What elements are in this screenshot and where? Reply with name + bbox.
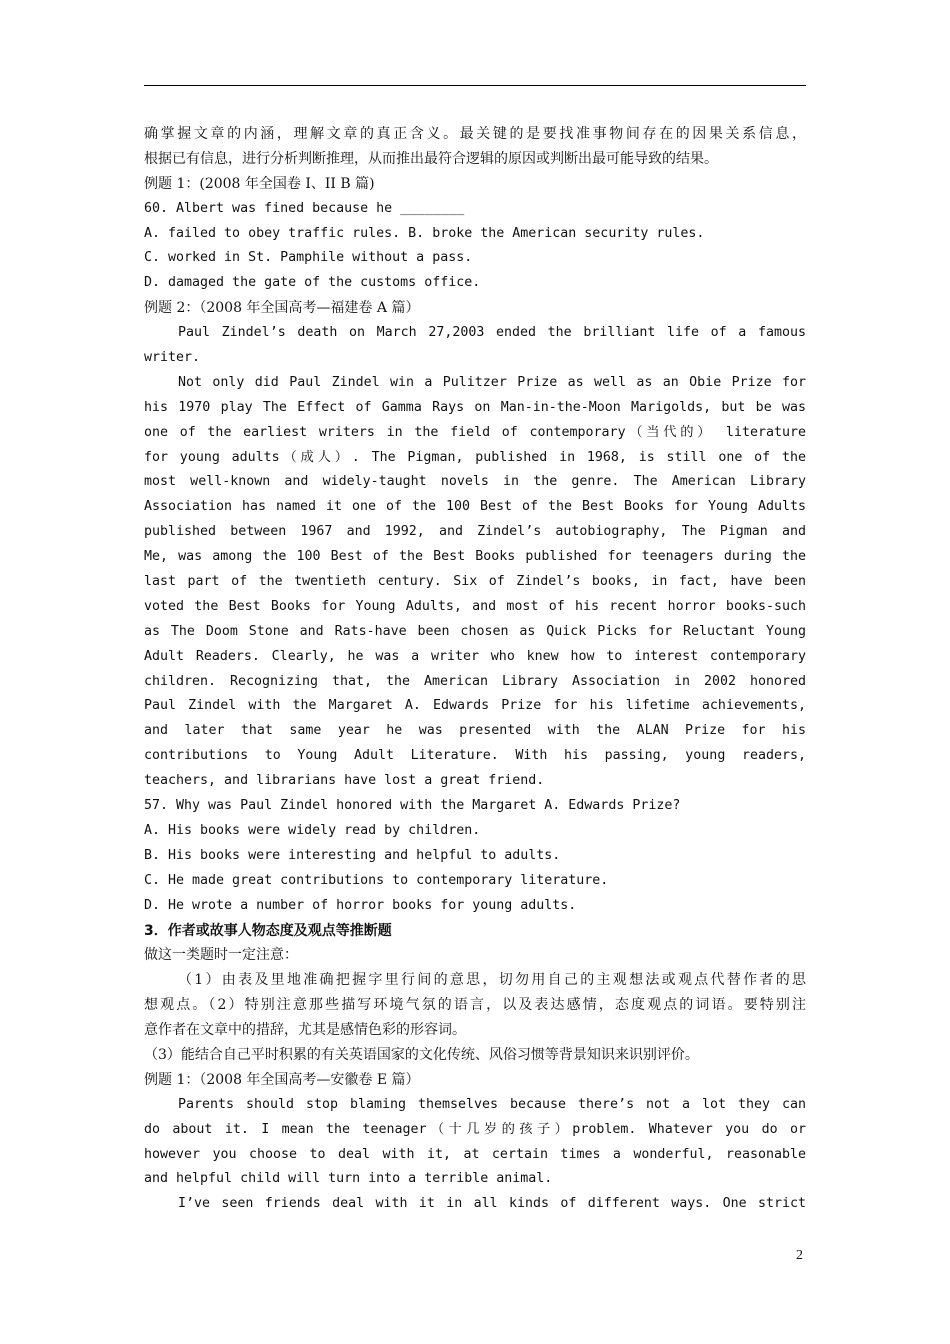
text-line: do about it. I mean the teenager（十几岁的孩子）problem. Whatever you do or (144, 1121, 806, 1137)
text-line: last part of the twentieth century. Six of Zindel’s books, in fact, have been (144, 574, 806, 590)
text-line: one of the earliest writers in the field of contemporary（当代的） literature (144, 424, 806, 440)
text-line: （1）由表及里地准确把握字里行间的意思，切勿用自己的主观想法或观点代替作者的思 (178, 972, 806, 989)
text-line: I’ve seen friends deal with it in all kinds of different ways. One strict (178, 1196, 806, 1212)
text-line: Me, was among the 100 Best of the Best Books published for teenagers during the (144, 549, 806, 565)
text-line: 确掌握文章的内涵，理解文章的真正含义。最关键的是要找准事物间存在的因果关系信息， (144, 126, 806, 142)
text-line: for young adults（成人）. The Pigman, published in 1968, is still one of the (144, 449, 806, 465)
text-line: （3）能结合自己平时积累的有关英语国家的文化传统、风俗习惯等背景知识来识别评价。 (144, 1046, 699, 1063)
document-body (144, 122, 806, 1217)
text-line: C. He made great contributions to contemporary literature. (144, 872, 609, 888)
text-line: A. His books were widely read by children. (144, 822, 481, 838)
text-line: 做这一类题时一定注意： (144, 947, 298, 964)
text-line: D. He wrote a number of horror books for young adults. (144, 897, 577, 913)
text-line: Paul Zindel with the Margaret A. Edwards Prize for his lifetime achievements, (144, 698, 806, 714)
text-line: C. worked in St. Pamphile without a pass. (144, 250, 473, 266)
text-line: 例题 1：(2008 年全国卷 I、II B 篇) (144, 175, 375, 192)
text-line: Adult Readers. Clearly, he was a writer who knew how to interest contemporary (144, 648, 806, 664)
text-line: 例题 2：（2008 年全国高考—福建卷 A 篇） (144, 300, 420, 317)
header-rule (144, 85, 806, 86)
text-line: and helpful child will turn into a terrible animal. (144, 1171, 553, 1187)
text-line: Not only did Paul Zindel win a Pulitzer Prize as well as an Obie Prize for (178, 374, 806, 390)
text-line: 意作者在文章中的措辞，尤其是感情色彩的形容词。 (144, 1022, 466, 1039)
text-line: writer. (144, 350, 201, 366)
text-line: teachers, and librarians have lost a great friend. (144, 773, 545, 789)
text-line: contributions to Young Adult Literature. With his passing, young readers, (144, 748, 806, 764)
text-line: 例题 1：（2008 年全国高考—安徽卷 E 篇） (144, 1071, 420, 1088)
text-line: Paul Zindel’s death on March 27,2003 ended the brilliant life of a famous (178, 325, 806, 341)
text-line: children. Recognizing that, the American Library Association in 2002 honored (144, 673, 806, 689)
text-line: however you choose to deal with it, at certain times a wonderful, reasonable (144, 1146, 806, 1162)
text-line: as The Doom Stone and Rats-have been chosen as Quick Picks for Reluctant Young (144, 623, 806, 639)
text-line: A. failed to obey traffic rules. B. broke the American security rules. (144, 225, 705, 241)
text-line: and later that same year he was presented with the ALAN Prize for his (144, 723, 806, 739)
text-line: published between 1967 and 1992, and Zindel’s autobiography, The Pigman and (144, 524, 806, 540)
text-line: his 1970 play The Effect of Gamma Rays on Man-in-the-Moon Marigolds, but be was (144, 399, 806, 415)
text-line: Parents should stop blaming themselves because there’s not a lot they can (178, 1096, 806, 1112)
text-line: voted the Best Books for Young Adults, and most of his recent horror books-such (144, 598, 806, 614)
text-line: B. His books were interesting and helpful to adults. (144, 847, 561, 863)
text-line: 想观点。（2）特别注意那些描写环境气氛的语言，以及表达感情，态度观点的词语。要特别注 (144, 997, 806, 1014)
text-line: 57. Why was Paul Zindel honored with the Margaret A. Edwards Prize? (144, 798, 681, 814)
text-line: Association has named it one of the 100 Best of the Best Books for Young Adults (144, 499, 806, 515)
page-number: 2 (796, 1248, 803, 1263)
text-line: most well-known and widely-taught novels in the genre. The American Library (144, 474, 806, 490)
text-line: 根据已有信息，进行分析判断推理，从而推出最符合逻辑的原因或判断出最可能导致的结果。 (144, 150, 718, 167)
text-line: D. damaged the gate of the customs office. (144, 275, 481, 291)
text-line: 3．作者或故事人物态度及观点等推断题 (144, 922, 392, 939)
text-line: 60. Albert was fined because he ________ (144, 200, 465, 216)
